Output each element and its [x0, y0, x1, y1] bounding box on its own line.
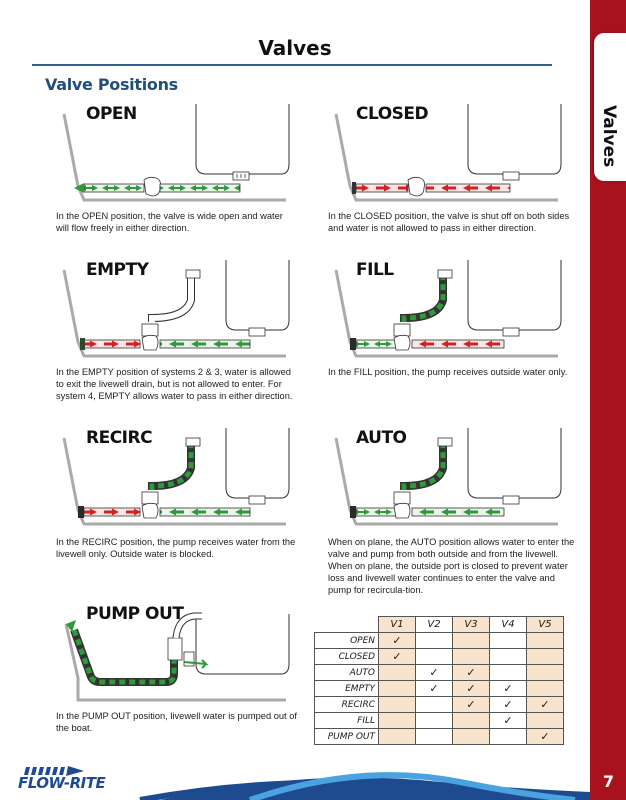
valve-position-table: [314, 616, 564, 745]
title-divider: [32, 64, 552, 66]
check-cell: [379, 713, 416, 729]
column-header: V2: [416, 617, 453, 633]
page-number: 7: [602, 772, 614, 791]
panel-recirc-heading: RECIRC: [86, 428, 153, 448]
check-cell: [527, 649, 564, 665]
flow-rite-logo: [18, 766, 105, 792]
check-cell: [416, 713, 453, 729]
check-cell: [490, 649, 527, 665]
column-header: V5: [527, 617, 564, 633]
check-cell: ✓: [379, 649, 416, 665]
check-cell: ✓: [490, 713, 527, 729]
check-cell: [379, 729, 416, 745]
panel-closed-description: In the CLOSED position, the valve is shut off on both sides and water is not allowed to pass in either direction.: [328, 211, 570, 233]
table-header-row: [315, 617, 564, 633]
row-label: PUMP OUT: [315, 729, 379, 745]
panel-recirc: [56, 428, 316, 568]
panel-empty-heading: EMPTY: [86, 260, 149, 280]
check-cell: ✓: [416, 681, 453, 697]
check-cell: [416, 697, 453, 713]
check-cell: [527, 633, 564, 649]
check-cell: ✓: [379, 633, 416, 649]
row-label: CLOSED: [315, 649, 379, 665]
check-cell: ✓: [416, 665, 453, 681]
row-label: RECIRC: [315, 697, 379, 713]
row-label: AUTO: [315, 665, 379, 681]
table-corner: [315, 617, 379, 633]
table-row: [315, 697, 564, 713]
panel-pump-out: [56, 604, 316, 744]
check-cell: [527, 681, 564, 697]
table-row: [315, 713, 564, 729]
check-cell: ✓: [453, 681, 490, 697]
check-cell: [527, 713, 564, 729]
check-cell: ✓: [490, 681, 527, 697]
check-cell: [490, 729, 527, 745]
panel-empty-description: In the EMPTY position of systems 2 & 3, water is allowed to exit the livewell drain, but is not allowed to enter. For system 4, EMPTY allows water to pass in either direction.: [56, 367, 293, 401]
check-cell: ✓: [527, 729, 564, 745]
table-row: [315, 665, 564, 681]
panel-pump-out-heading: PUMP OUT: [86, 604, 184, 624]
column-header: V4: [490, 617, 527, 633]
check-cell: [379, 681, 416, 697]
section-tab-label: Valves: [599, 104, 619, 168]
check-cell: [416, 633, 453, 649]
row-label: OPEN: [315, 633, 379, 649]
check-cell: [527, 665, 564, 681]
page-title: Valves: [258, 36, 332, 60]
check-cell: [453, 729, 490, 745]
check-cell: ✓: [527, 697, 564, 713]
panel-open-description: In the OPEN position, the valve is wide open and water will flow freely in either direction.: [56, 211, 283, 233]
table-row: [315, 649, 564, 665]
panel-auto-heading: AUTO: [356, 428, 407, 448]
table-row: [315, 633, 564, 649]
brand-name: FLOW-RITE: [18, 774, 106, 792]
panel-closed: [328, 104, 590, 254]
check-cell: [416, 729, 453, 745]
check-cell: [490, 665, 527, 681]
check-cell: [453, 713, 490, 729]
check-cell: [453, 633, 490, 649]
document-code: 081913: [325, 790, 342, 796]
panel-fill: [328, 260, 590, 400]
section-tab: [594, 33, 626, 181]
panel-auto: [328, 428, 590, 613]
panel-pump-out-description: In the PUMP OUT position, livewell water is pumped out of the boat.: [56, 711, 297, 733]
table-row: [315, 681, 564, 697]
row-label: FILL: [315, 713, 379, 729]
check-cell: [416, 649, 453, 665]
check-cell: ✓: [453, 665, 490, 681]
panel-open-heading: OPEN: [86, 104, 137, 124]
panel-auto-description: When on plane, the AUTO position allows water to enter the valve and pump from both outside and from the livewell. When on plane, the outside port is closed to prevent water loss and livewell water continues to enter the valve and pump for recircula-tion.: [328, 537, 575, 595]
panel-fill-heading: FILL: [356, 260, 394, 280]
panel-fill-description: In the FILL position, the pump receives outside water only.: [328, 367, 568, 377]
check-cell: [379, 697, 416, 713]
check-cell: [490, 633, 527, 649]
table-row: [315, 729, 564, 745]
column-header: V3: [453, 617, 490, 633]
panel-closed-heading: CLOSED: [356, 104, 429, 124]
column-header: V1: [379, 617, 416, 633]
check-cell: [453, 649, 490, 665]
panel-open: [56, 104, 316, 244]
check-cell: ✓: [453, 697, 490, 713]
row-label: EMPTY: [315, 681, 379, 697]
check-cell: ✓: [490, 697, 527, 713]
check-cell: [379, 665, 416, 681]
section-title: Valve Positions: [45, 75, 178, 94]
panel-recirc-description: In the RECIRC position, the pump receives water from the livewell only. Outside water is blocked.: [56, 537, 296, 559]
panel-empty: [56, 260, 316, 420]
